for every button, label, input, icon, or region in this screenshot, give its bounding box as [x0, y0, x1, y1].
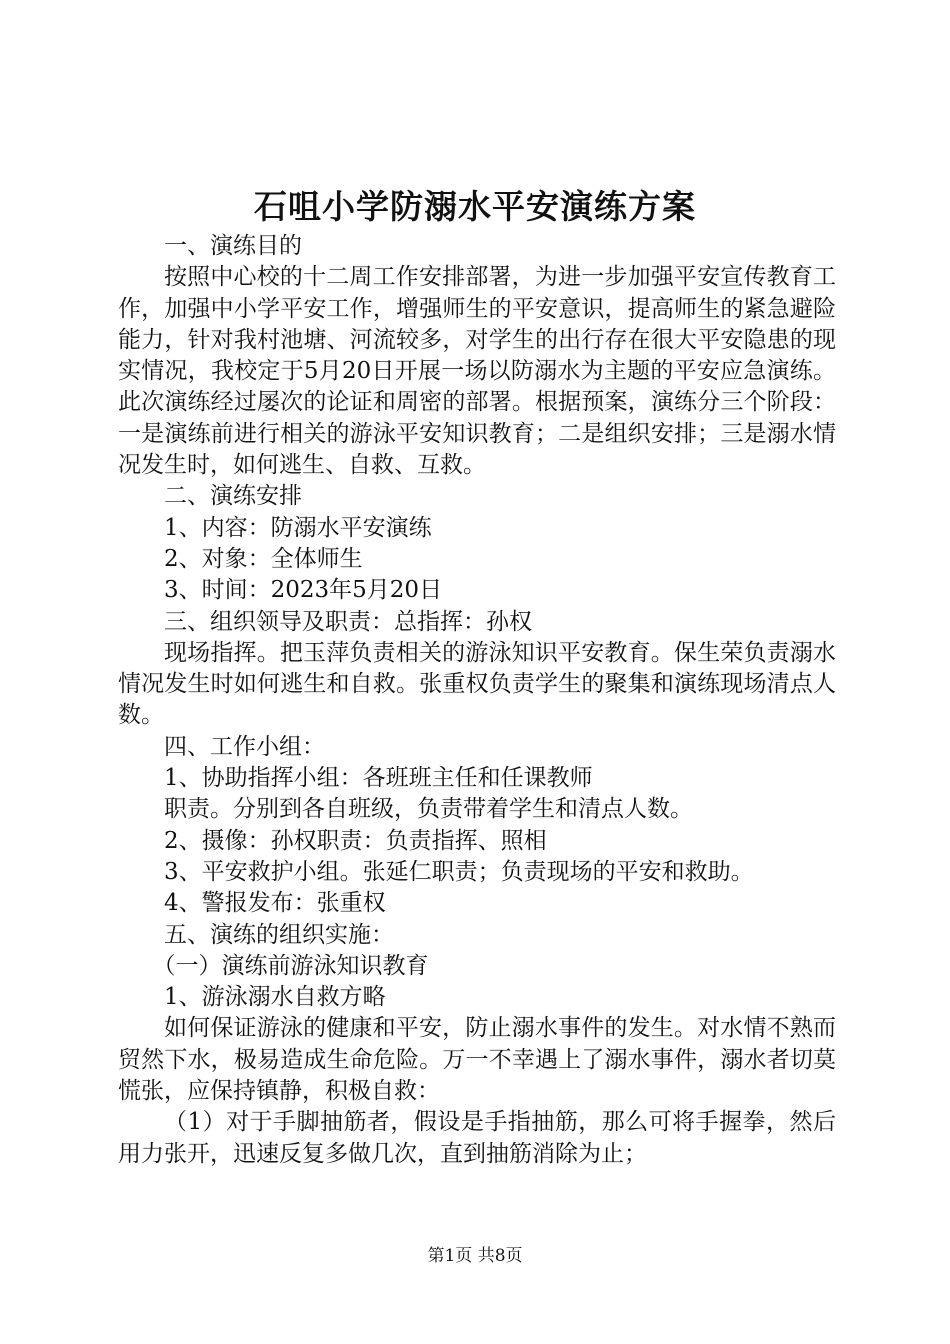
paragraph-purpose: 按照中心校的十二周工作安排部署，为进一步加强平安宣传教育工作，加强中小学平安工作，增强师生的平安意识，提高师生的紧急避险能力，针对我村池塘、河流较多，对学生的出行存在很大平安隐患的现实情况，我校定于5月20日开展一场以防溺水为主题的平安应急演练。此次演练经过屡次的论证和周密的部署。根据预案，演练分三个阶段：一是演练前进行相关的游泳平安知识教育；二是组织安排；三是溺水情况发生时，如何逃生、自救、互救。	[118, 264, 836, 479]
section-heading-implementation: 五、演练的组织实施：	[164, 921, 394, 948]
section-heading-working-group: 四、工作小组：	[164, 733, 325, 760]
subsection-heading-education: （一）演练前游泳知识教育	[152, 952, 429, 979]
paragraph-self-rescue: 如何保证游泳的健康和平安，防止溺水事件的发生。对水情不熟而贸然下水，极易造成生命危险。万一不幸遇上了溺水事件，溺水者切莫慌张，应保持镇静，积极自救：	[118, 1015, 836, 1105]
list-item-alarm: 4、警报发布：张重权	[164, 890, 386, 917]
list-item-self-rescue: 1、游泳溺水自救方略	[164, 984, 386, 1011]
list-item-camera: 2、摄像：孙权职责：负责指挥、照相	[164, 827, 547, 854]
document-body	[118, 231, 836, 1170]
list-item-content: 1、内容：防溺水平安演练	[164, 514, 432, 541]
paragraph-assist-duty: 职责。分别到各自班级，负责带着学生和清点人数。	[164, 796, 693, 823]
section-heading-purpose: 一、演练目的	[164, 233, 302, 259]
list-item-time: 3、时间：2023年5月20日	[164, 577, 443, 604]
paragraph-leadership: 现场指挥。把玉萍负责相关的游泳知识平安教育。保生荣负责溺水情况发生时如何逃生和自救。张重权负责学生的聚集和演练现场清点人数。	[118, 639, 836, 729]
list-item-target: 2、对象：全体师生	[164, 545, 363, 572]
page-footer: 第1页 共8页	[427, 1246, 523, 1266]
paragraph-cramp: （1）对于手脚抽筋者，假设是手指抽筋，那么可将手握拳，然后用力张开，迅速反复多做几次，直到抽筋消除为止；	[118, 1109, 836, 1167]
section-heading-arrangement: 二、演练安排	[164, 483, 302, 510]
section-heading-leadership: 三、组织领导及职责：总指挥：孙权	[164, 608, 532, 635]
list-item-assist-group: 1、协助指挥小组：各班班主任和任课教师	[164, 765, 593, 792]
document-title: 石咀小学防溺水平安演练方案	[254, 187, 696, 226]
list-item-rescue-group: 3、平安救护小组。张延仁职责；负责现场的平安和救助。	[164, 858, 754, 885]
